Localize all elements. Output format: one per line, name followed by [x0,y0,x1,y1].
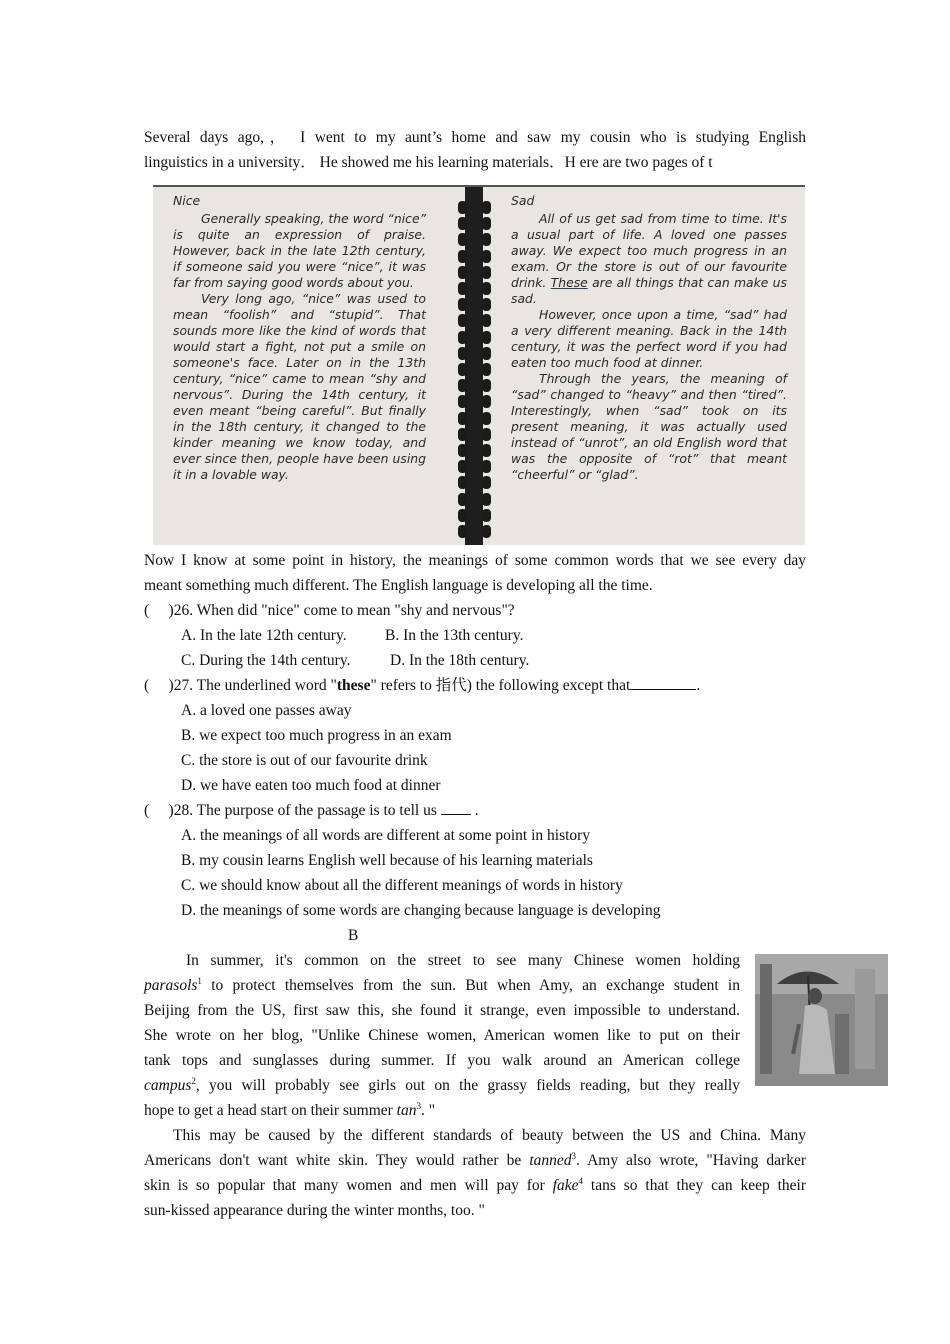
spiral-ring [482,428,491,441]
spiral-ring [482,363,491,376]
word-campus: campus [144,1077,192,1094]
parasol-photo [755,954,888,1086]
spiral-ring [482,331,491,344]
footnote-3b: 3 [571,1150,577,1161]
q26-option-c: C. During the 14th century. [181,652,351,669]
answer-paren-28[interactable]: ( ) [144,802,174,819]
sad-title: Sad [511,193,535,208]
spiral-ring [458,298,467,311]
b-p2-line-2-end: . Amy also wrote, "Having darker [576,1152,806,1169]
spiral-ring [482,395,491,408]
q26-option-a: A. In the late 12th century. [181,627,347,644]
spiral-ring [458,201,467,214]
question-27-stem-post: " refers to 指代) the following except that [370,677,631,694]
spiral-ring [458,314,467,327]
b-p1-line-3: Beijing from the US, first saw this, she found it strange, even impossible to understand. [144,1002,740,1019]
spiral-ring [482,266,491,279]
spiral-ring [458,509,467,522]
question-27-end: . [696,677,701,694]
q28-option-a: A. the meanings of all words are different at some point in history [181,827,591,844]
section-b-label: B [348,927,359,944]
answer-paren-27[interactable]: ( ) [144,677,174,694]
spiral-ring [482,509,491,522]
word-fake: fake [552,1177,579,1194]
sad-paragraph-3: Through the years, the meaning of “sad” changed to “heavy” and then “tired”. Interestingly, when “sad” took on its present meaning, it was actually used instead of “unrot”, an old English word that was the opposite of “rot” that meant “cheerful” or “glad”. [511,371,787,482]
notebook-spine [465,187,483,545]
footnote-1: 1 [197,975,202,986]
question-28 [144,798,479,823]
spiral-ring [458,347,467,360]
sad-paragraph-1-end: are all things that can make us sad. [511,275,787,306]
spiral-ring [482,460,491,473]
b-p1-line-2 [144,973,740,998]
spiral-ring [458,250,467,263]
word-parasols: parasols [144,977,198,994]
spiral-ring [482,201,491,214]
b-p1-line-6 [144,1073,740,1098]
b-p1-line-2-text: to protect themselves from the sun. But when Amy, an exchange student in [201,977,740,994]
spiral-ring [458,282,467,295]
spiral-ring [482,444,491,457]
sad-paragraph-1 [511,211,787,307]
b-p2-line-4: sun-kissed appearance during the winter months, too. " [144,1202,485,1219]
photo-graphic [755,954,888,1086]
question-28-end: . [470,802,479,819]
b-p1-line-1: In summer, it's common on the street to see many Chinese women holding [186,952,740,969]
spiral-ring [458,266,467,279]
spiral-ring [482,217,491,230]
spiral-ring [458,525,467,538]
footnote-4: 4 [578,1175,584,1186]
notebook-left-page [173,193,426,483]
q28-option-c: C. we should know about all the different meanings of words in history [181,877,623,894]
q28-option-d: D. the meanings of some words are changing because language is developing [181,902,661,919]
b-p2-line-2-text: Americans don't want white skin. They would rather be [144,1152,530,1169]
b-p2-line-1: This may be caused by the different standards of beauty between the US and China. Many [173,1127,806,1144]
spiral-ring [482,298,491,311]
spiral-ring [482,314,491,327]
spiral-ring [482,493,491,506]
spiral-ring [458,363,467,376]
after-line-2: meant something much different. The English language is developing all the time. [144,577,653,594]
spiral-ring [482,282,491,295]
q27-option-d: D. we have eaten too much food at dinner [181,777,441,794]
intro-line-1: Several days ago,， I went to my aunt’s home and saw my cousin who is studying English [144,129,806,146]
intro-line-2: linguistics in a university． He showed me his learning materials．H ere are two pages of t [144,154,713,171]
b-p1-line-5: tank tops and sunglasses during summer. If you walk around an American college [144,1052,740,1069]
b-p1-line-6-text: , you will probably see girls out on the grassy fields reading, but they really [195,1077,740,1094]
q27-option-a: A. a loved one passes away [181,702,352,719]
question-26-stem: 26. When did "nice" come to mean "shy and nervous"? [173,602,515,619]
nice-title: Nice [173,193,201,208]
notebook-image [153,185,805,545]
spiral-ring [482,347,491,360]
spiral-ring [458,444,467,457]
spiral-ring [458,331,467,344]
word-tanned: tanned [529,1152,572,1169]
spiral-ring [482,250,491,263]
spiral-ring [458,428,467,441]
notebook-right-page [511,193,787,483]
b-p2-line-3 [144,1173,806,1198]
q28-option-b: B. my cousin learns English well because of his learning materials [181,852,593,869]
answer-blank-27[interactable] [630,675,696,690]
question-26 [144,598,515,623]
spiral-ring [482,525,491,538]
spiral-ring [482,233,491,246]
question-27-bold-word: these [336,677,371,694]
footnote-2: 2 [191,1075,196,1086]
question-27-stem-pre: 27. The underlined word " [173,677,337,694]
q27-option-c: C. the store is out of our favourite drink [181,752,428,769]
footnote-3: 3 [416,1100,421,1111]
b-p1-line-7 [144,1098,435,1123]
spiral-ring [458,379,467,392]
b-p1-line-7-text: hope to get a head start on their summer [144,1102,397,1119]
sad-paragraph-1-text: All of us get sad from time to time. It's a usual part of life. A loved one passes away. We expect too much progress in an exam. Or the store is out of our favourite drink. [511,211,787,290]
spiral-ring [458,493,467,506]
answer-blank-28[interactable] [441,800,471,815]
nice-paragraph-2: Very long ago, “nice” was used to mean “foolish” and “stupid”. That sounds more like the kind of words that would start a fight, not put a smile on someone's face. Later on in the 13th century, “nice” came to mean “shy and nervous”. During the 14th century, it even meant “being careful”. But finally in the 18th century, it changed to the kinder meaning we know today, and ever since then, people have been using it in a lovable way. [173,291,426,482]
b-p2-line-3-text: skin is so popular that many women and men will pay for [144,1177,553,1194]
spiral-ring [482,379,491,392]
sad-paragraph-2: However, once upon a time, “sad” had a very different meaning. Back in the 14th century, it was the perfect word if you had eaten too much food at dinner. [511,307,787,370]
after-line-1: Now I know at some point in history, the meanings of some common words that we see every day [144,552,806,569]
spiral-ring [458,395,467,408]
spiral-ring [482,476,491,489]
question-28-stem: 28. The purpose of the passage is to tell us [173,802,437,819]
spiral-ring [482,412,491,425]
q26-option-d: D. In the 18th century. [390,652,530,669]
b-p1-line-7-end: . " [420,1102,436,1119]
b-p1-line-4: She wrote on her blog, "Unlike Chinese women, American women like to put on their [144,1027,740,1044]
spiral-ring [458,460,467,473]
spiral-ring [458,412,467,425]
spiral-ring [458,217,467,230]
word-tan: tan [396,1102,417,1119]
spiral-ring [458,233,467,246]
underlined-word-these: These [550,275,588,290]
nice-paragraph-1: Generally speaking, the word “nice” is quite an expression of praise. However, back in the late 12th century, if someone said you were “nice”, it was far from saying good words about you. [173,211,426,290]
question-27 [144,673,700,698]
q27-option-b: B. we expect too much progress in an exam [181,727,452,744]
b-p2-line-3-end: tans so that they can keep their [583,1177,806,1194]
b-p2-line-2 [144,1148,806,1173]
answer-paren-26[interactable]: ( ) [144,602,174,619]
spiral-ring [458,476,467,489]
q26-option-b: B. In the 13th century. [385,627,524,644]
